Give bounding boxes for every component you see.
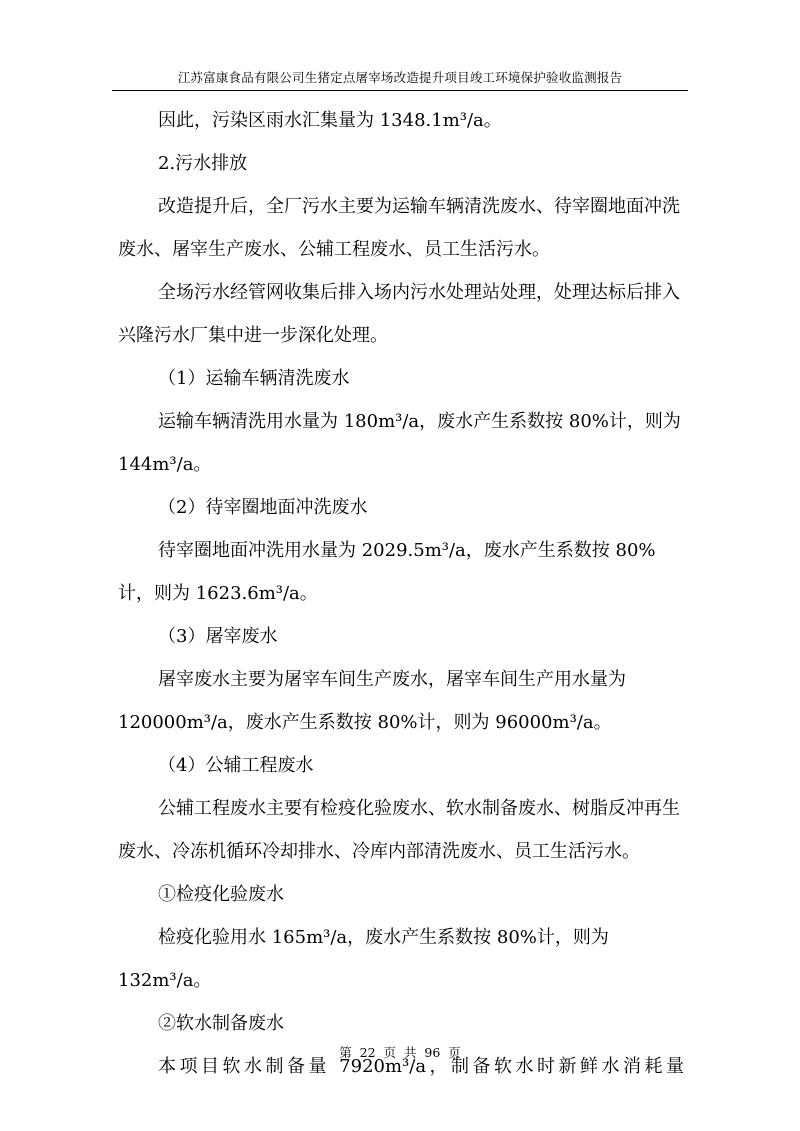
paragraph-quarantine-lab: 检疫化验用水 165m³/a，废水产生系数按 80%计，则为 132m³/a。 bbox=[118, 927, 609, 991]
header-divider bbox=[112, 90, 688, 91]
paragraph-vehicle-washing: 运输车辆清洗用水量为 180m³/a，废水产生系数按 80%计，则为 144m³/a。 bbox=[118, 411, 681, 475]
subheading-auxiliary-wastewater: （4）公辅工程废水 bbox=[158, 755, 314, 776]
paragraph-auxiliary-wastewater: 公辅工程废水主要有检疫化验废水、软水制备废水、树脂反冲再生废水、冷冻机循环冷却排水、冷库内部清洗废水、员工生活污水。 bbox=[118, 798, 680, 862]
paragraph-wastewater-treatment: 全场污水经管网收集后排入场内污水处理站处理，处理达标后排入兴隆污水厂集中进一步深化处理。 bbox=[118, 282, 680, 346]
document-body bbox=[118, 99, 684, 1088]
paragraph-wastewater-overview: 改造提升后，全厂污水主要为运输车辆清洗废水、待宰圈地面冲洗废水、屠宰生产废水、公辅工程废水、员工生活污水。 bbox=[118, 196, 680, 260]
subheading-pen-flushing: （2）待宰圈地面冲洗废水 bbox=[158, 497, 368, 518]
subheading-slaughter-wastewater: （3）屠宰废水 bbox=[158, 626, 278, 647]
subheading-vehicle-washing: （1）运输车辆清洗废水 bbox=[158, 368, 350, 389]
subheading-quarantine-lab: ①检疫化验废水 bbox=[158, 884, 284, 905]
paragraph-pen-flushing: 待宰圈地面冲洗用水量为 2029.5m³/a，废水产生系数按 80%计，则为 1623.6m³/a。 bbox=[118, 540, 656, 604]
paragraph-rainwater-total: 因此，污染区雨水汇集量为 1348.1m³/a。 bbox=[158, 110, 502, 131]
paragraph-slaughter-wastewater: 屠宰废水主要为屠宰车间生产废水，屠宰车间生产用水量为 120000m³/a，废水产生系数按 80%计，则为 96000m³/a。 bbox=[118, 669, 626, 733]
section-heading-wastewater: 2.污水排放 bbox=[158, 153, 248, 174]
subheading-soft-water: ②软水制备废水 bbox=[158, 1013, 284, 1034]
page-number: 第 22 页 共 96 页 bbox=[339, 1045, 461, 1060]
paragraph-soft-water: 本项目软水制备量 7920m³/a，制备软水时新鲜水消耗量 bbox=[158, 1056, 684, 1077]
running-header: 江苏富康食品有限公司生猪定点屠宰场改造提升项目竣工环境保护验收监测报告 bbox=[177, 70, 623, 85]
